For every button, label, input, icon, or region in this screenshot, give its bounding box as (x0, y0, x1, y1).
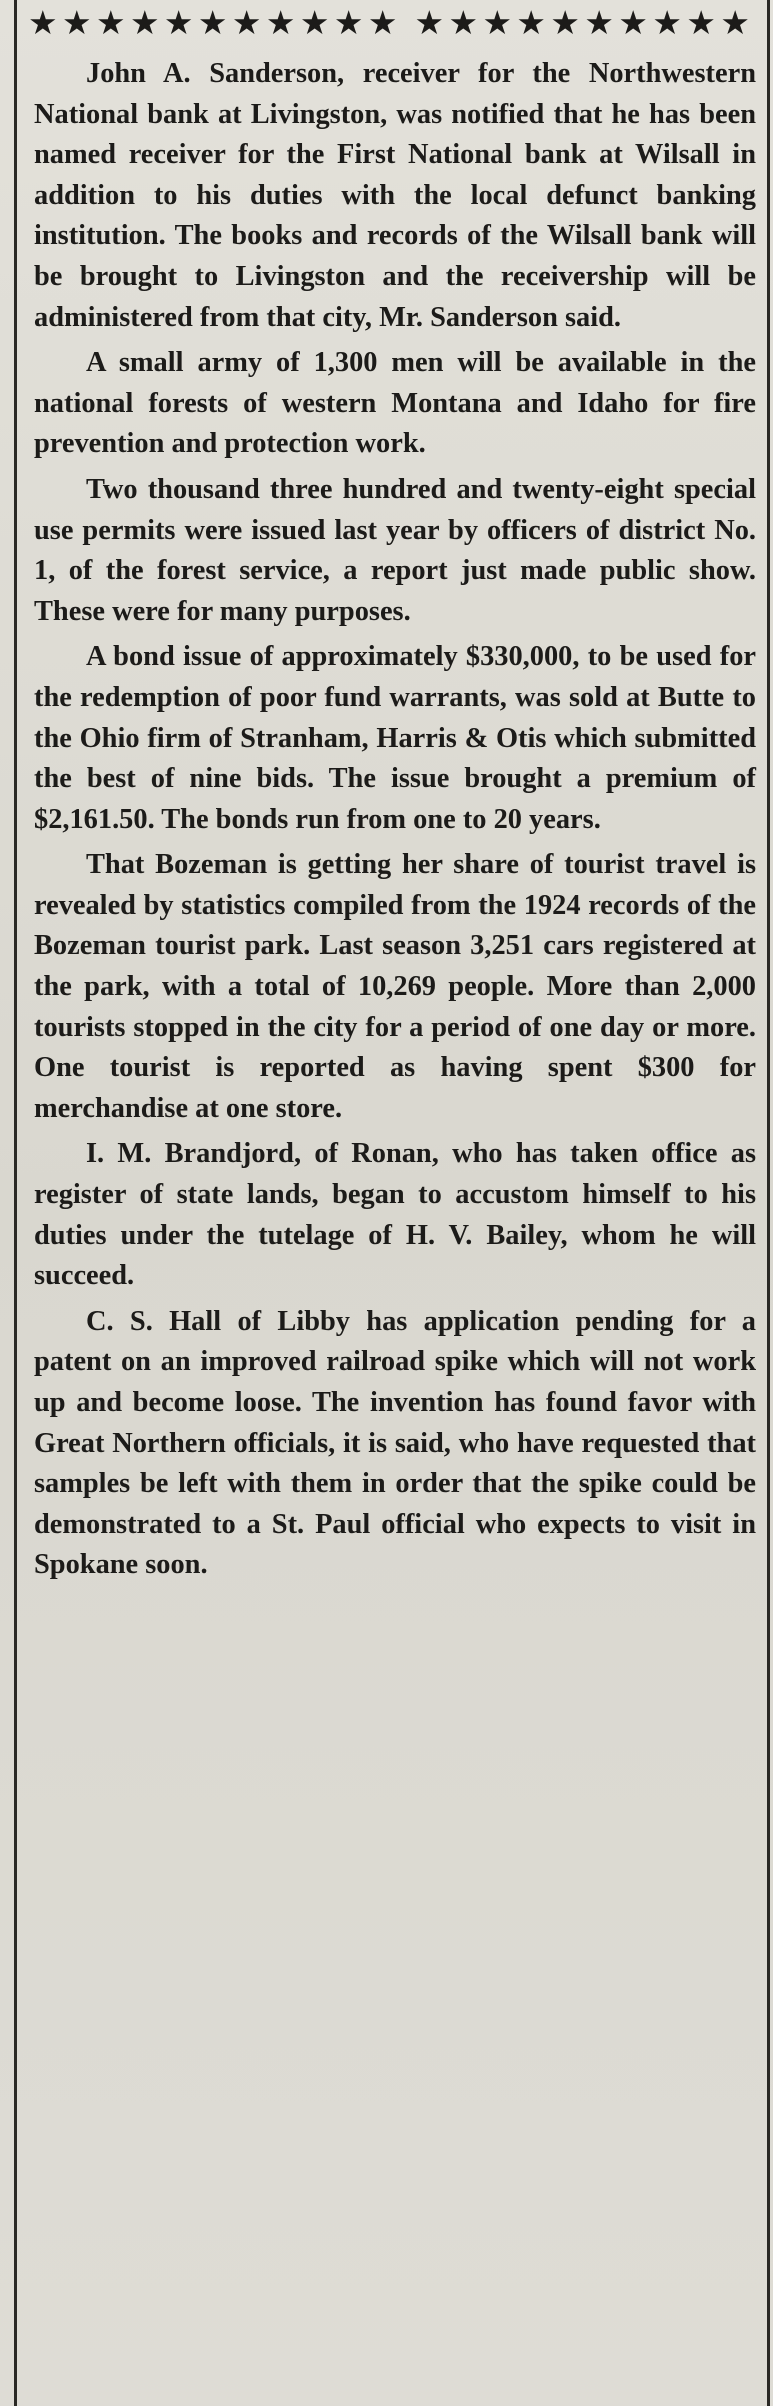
paragraph-bond-issue: A bond issue of approximately $330,000, to be used for the redemption of poor fund warrants, was sold at Butte to the Ohio firm of Stranham, Harris & Otis which submitted the best of nine bids. The issue brought a premium of $2,161.50. The bonds run from one to 20 years. (34, 641, 756, 835)
news-briefs (34, 54, 756, 1591)
star-separator: ★★★★★★★★★★★ ★★★★★★★★★★ (28, 6, 755, 42)
paragraph-special-use-permits: Two thousand three hundred and twenty-eight special use permits were issued last year by officers of district No. 1, of the forest service, a report just made public show. These were for many purposes. (34, 473, 756, 627)
left-column-rule (14, 0, 17, 2406)
paragraph-bozeman-tourists: That Bozeman is getting her share of tourist travel is revealed by statistics compiled from the 1924 records of the Bozeman tourist park. Last season 3,251 cars registered at the park, with a total of 10,269 people. More than 2,000 tourists stopped in the city for a period of one day or more. One tourist is reported as having spent $300 for merchandise at one store. (34, 849, 756, 1124)
paragraph-sanderson-receiver: John A. Sanderson, receiver for the Northwestern National bank at Livingston, was notified that he has been named receiver for the First National bank at Wilsall in addition to his duties with the local defunct banking institution. The books and records of the Wilsall bank will be brought to Livingston and the receivership will be administered from that city, Mr. Sanderson said. (34, 58, 756, 333)
paragraph-forest-fire-army: A small army of 1,300 men will be available in the national forests of western Montana and Idaho for fire prevention and protection work. (34, 347, 756, 460)
paragraph-brandjord-register: I. M. Brandjord, of Ronan, who has taken office as register of state lands, began to accustom himself to his duties under the tutelage of H. V. Bailey, whom he will succeed. (34, 1138, 756, 1292)
paragraph-hall-railroad-spike: C. S. Hall of Libby has application pending for a patent on an improved railroad spike which will not work up and become loose. The invention has found favor with Great Northern officials, it is said, who have requested that samples be left with them in order that the spike could be demonstrated to a St. Paul official who expects to visit in Spokane soon. (34, 1305, 756, 1581)
right-column-rule (767, 0, 770, 2406)
